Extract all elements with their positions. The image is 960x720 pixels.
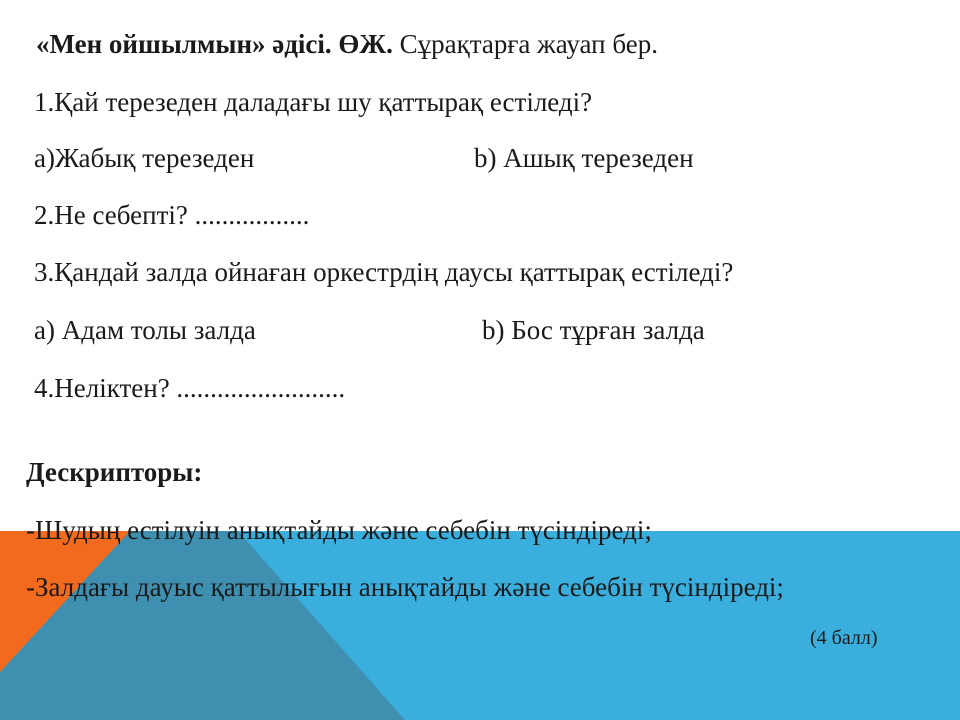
descriptor-item-1: -Шудың естілуін анықтайды және себебін түсіндіреді;: [26, 515, 652, 545]
descriptors-title: Дескрипторы:: [26, 457, 203, 487]
question-1-option-b: b) Ашық терезеден: [474, 143, 694, 173]
descriptor-item-2: -Залдағы дауыс қаттылығын анықтайды және себебін түсіндіреді;: [26, 572, 784, 602]
task-instruction: Сұрақтарға жауап бер.: [399, 29, 658, 59]
question-4: 4.Неліктен? .........................: [34, 373, 346, 403]
question-1-option-a: a)Жабық терезеден: [34, 143, 255, 173]
question-2: 2.Не себепті? .................: [34, 200, 310, 230]
score-label: (4 балл): [810, 627, 878, 649]
question-3: 3.Қандай залда ойнаған оркестрдің даусы қаттырақ естіледі?: [34, 257, 734, 287]
question-3-option-a: a) Адам толы залда: [34, 315, 256, 345]
method-name: «Мен ойшылмын» әдісі.: [36, 29, 332, 59]
question-3-option-b: b) Бос тұрған залда: [482, 315, 705, 345]
task-code: ӨЖ.: [338, 29, 393, 59]
question-1: 1.Қай терезеден даладағы шу қаттырақ естіледі?: [34, 87, 593, 117]
task-title: [36, 28, 658, 60]
